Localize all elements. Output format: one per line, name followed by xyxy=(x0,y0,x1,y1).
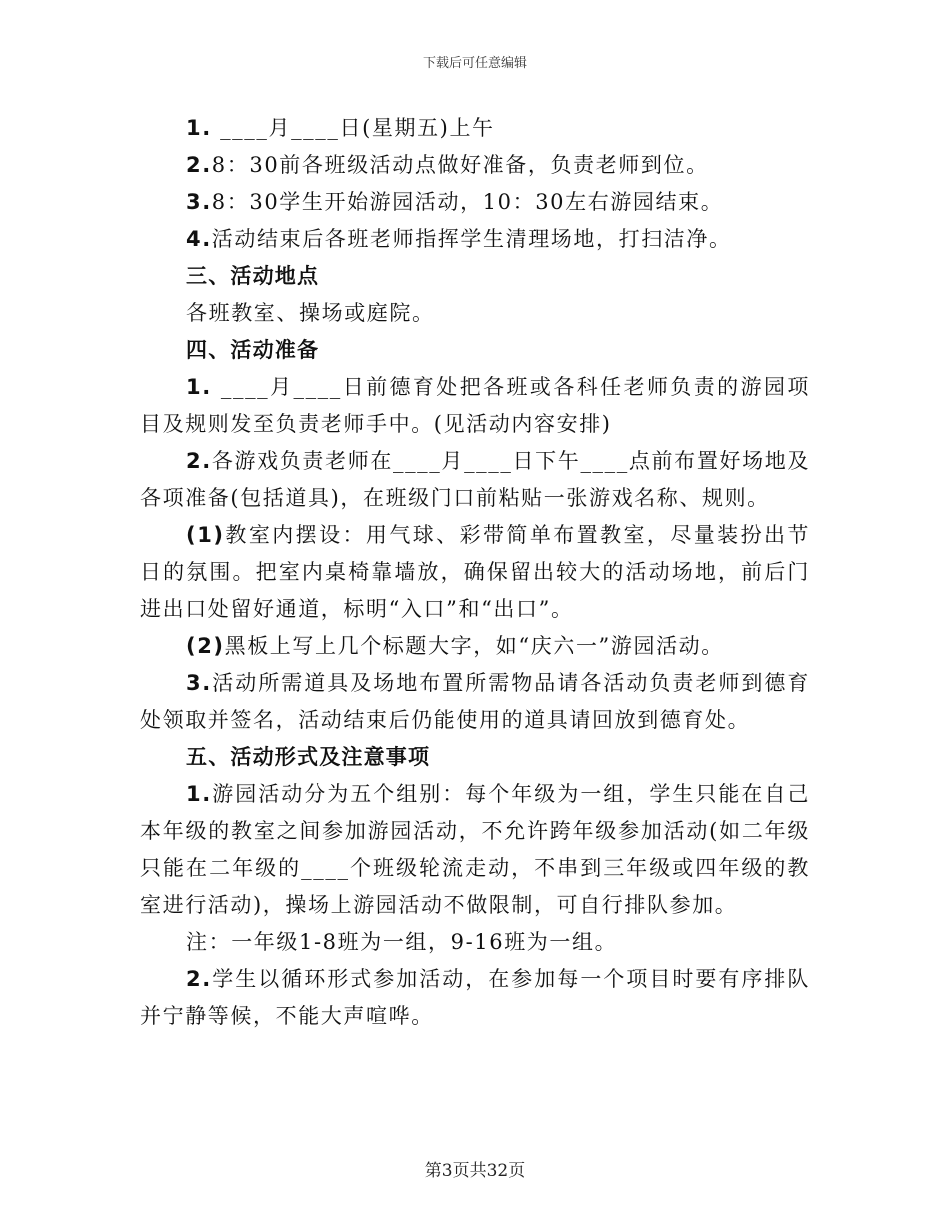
paragraph-time-3 xyxy=(140,184,810,221)
page-header: 下载后可任意编辑 xyxy=(422,56,527,71)
item-number: 2. xyxy=(186,967,212,991)
paragraph-prep-3 xyxy=(140,665,810,739)
section-heading-preparation: 四、活动准备 xyxy=(186,338,320,362)
item-number: 2. xyxy=(186,153,212,177)
paragraph-prep-2 xyxy=(140,443,810,517)
paragraph-format-2 xyxy=(140,961,810,1035)
paragraph-text: 教室内摆设：用气球、彩带简单布置教室，尽量装扮出节日的氛围。把室内桌椅靠墙放，确保留出较大的活动场地，前后门进出口处留好通道，标明“入口”和“出口”。 xyxy=(140,523,810,621)
item-number: 1. xyxy=(186,375,212,399)
page-footer: 第3页共32页 xyxy=(424,1161,526,1181)
paragraph-text: 学生以循环形式参加活动，在参加每一个项目时要有序排队并宁静等候，不能大声喧哗。 xyxy=(140,967,810,1028)
paragraph-text: 活动所需道具及场地布置所需物品请各活动负责老师到德育处领取并签名，活动结束后仍能使用的道具请回放到德育处。 xyxy=(140,671,810,732)
document-body xyxy=(140,110,810,1035)
paragraph-prep-2-2 xyxy=(140,628,810,665)
item-number: (2) xyxy=(186,634,225,658)
item-number: 1. xyxy=(186,116,212,140)
section-heading-location: 三、活动地点 xyxy=(186,264,320,288)
item-number: 3. xyxy=(186,671,212,695)
paragraph-text: 注：一年级1-8班为一组，9-16班为一组。 xyxy=(186,930,618,954)
paragraph-text: 8：30前各班级活动点做好准备，负责老师到位。 xyxy=(211,153,709,177)
item-number: 2. xyxy=(186,449,212,473)
item-number: 1. xyxy=(186,782,212,806)
paragraph-text: 8：30学生开始游园活动，10：30左右游园结束。 xyxy=(211,190,724,214)
section-heading-format: 五、活动形式及注意事项 xyxy=(186,745,431,769)
paragraph-note xyxy=(140,924,810,961)
paragraph-time-4 xyxy=(140,221,810,258)
paragraph-text: 游园活动分为五个组别：每个年级为一组，学生只能在自己本年级的教室之间参加游园活动，不允许跨年级参加活动(如二年级只能在二年级的____个班级轮流走动，不串到三年级或四年级的教室进行活动)，操场上游园活动不做限制，可自行排队参加。 xyxy=(140,782,810,917)
paragraph-prep-2-1 xyxy=(140,517,810,628)
item-number: 4. xyxy=(186,227,212,251)
paragraph-format-1 xyxy=(140,776,810,924)
paragraph-text: 各游戏负责老师在____月____日下午____点前布置好场地及各项准备(包括道具)，在班级门口前粘贴一张游戏名称、规则。 xyxy=(140,449,810,510)
paragraph-text: 黑板上写上几个标题大字，如“庆六一”游园活动。 xyxy=(224,634,724,658)
paragraph-text: ____月____日(星期五)上午 xyxy=(211,116,495,140)
item-number: (1) xyxy=(186,523,225,547)
paragraph-text: 各班教室、操场或庭院。 xyxy=(186,301,435,325)
item-number: 3. xyxy=(186,190,212,214)
paragraph-text: 活动结束后各班老师指挥学生清理场地，打扫洁净。 xyxy=(211,227,732,251)
paragraph-time-2 xyxy=(140,147,810,184)
paragraph-time-1 xyxy=(140,110,810,147)
paragraph-location xyxy=(140,295,810,332)
paragraph-prep-1 xyxy=(140,369,810,443)
paragraph-text: ____月____日前德育处把各班或各科任老师负责的游园项目及规则发至负责老师手中。(见活动内容安排) xyxy=(140,375,810,436)
